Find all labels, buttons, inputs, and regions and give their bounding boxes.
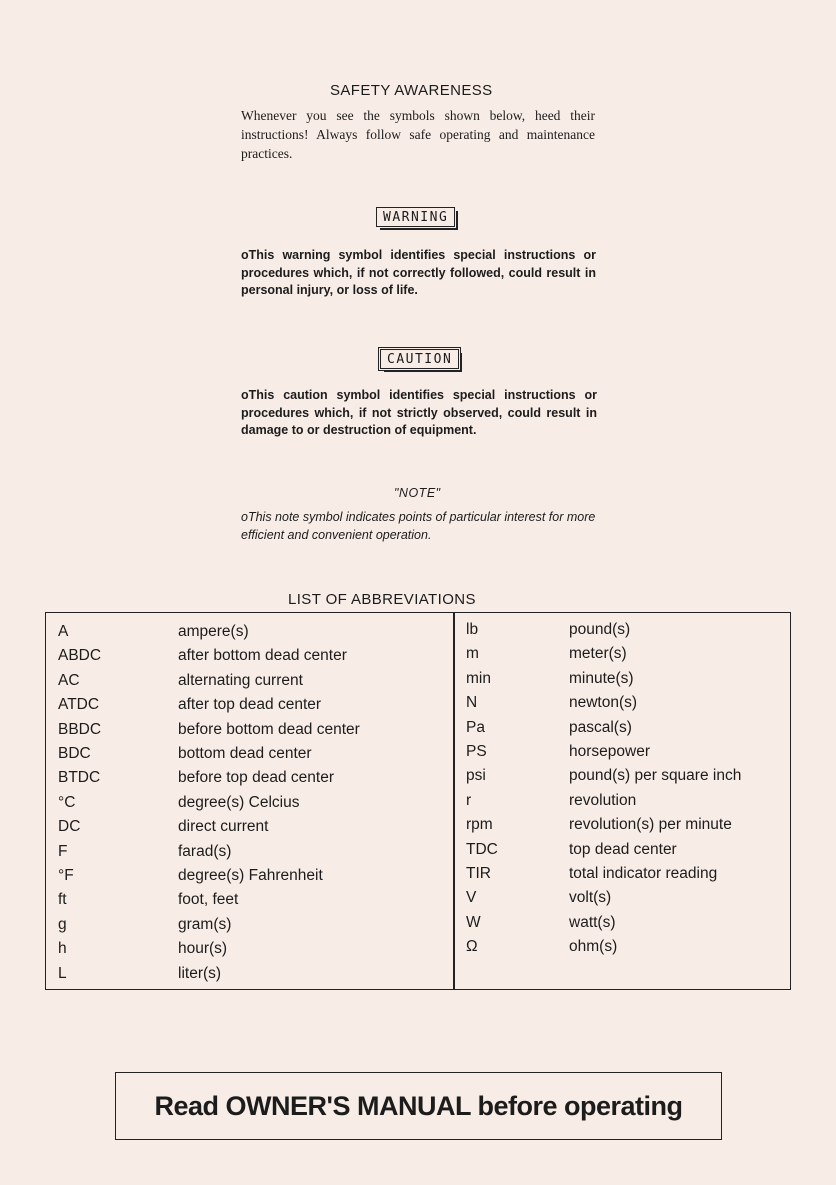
abbreviation-term: W: [466, 914, 481, 931]
abbreviation-term: N: [466, 694, 478, 711]
abbreviation-term: Ω: [466, 938, 478, 955]
abbreviation-term: L: [58, 965, 67, 982]
abbreviation-meaning: ohm(s): [569, 938, 618, 955]
caution-symbol: CAUTION: [378, 347, 461, 371]
note-bullet: o: [241, 510, 248, 524]
abbreviation-term: Pa: [466, 719, 485, 736]
abbreviation-term: BDC: [58, 745, 91, 762]
abbreviation-term: g: [58, 916, 67, 933]
abbreviation-meaning: pound(s): [569, 621, 631, 638]
safety-intro: Whenever you see the symbols shown below, heed their instructions! Always follow safe operating and maintenance practices.: [241, 108, 595, 161]
abbreviation-meaning: alternating current: [178, 672, 303, 689]
abbreviation-meaning: ampere(s): [178, 623, 249, 640]
abbreviation-term: ABDC: [58, 647, 102, 664]
abbreviation-term: DC: [58, 818, 81, 835]
abbreviation-meaning: after bottom dead center: [178, 647, 347, 664]
abbreviation-meaning: newton(s): [569, 694, 638, 711]
abbreviation-meaning: hour(s): [178, 940, 228, 957]
abbreviation-term: V: [466, 889, 477, 906]
abbreviation-term: °F: [58, 867, 74, 884]
abbreviation-meaning: bottom dead center: [178, 745, 312, 762]
abbreviation-meaning: meter(s): [569, 645, 627, 662]
abbreviation-term: ft: [58, 891, 67, 908]
abbreviation-term: TIR: [466, 865, 491, 882]
abbreviation-term: min: [466, 670, 491, 687]
abbreviation-meaning: minute(s): [569, 670, 634, 687]
abbreviation-term: r: [466, 792, 472, 809]
caution-text: This caution symbol identifies special instructions or procedures which, if not strictly observed, could result in damage to or destruction of equipment.: [241, 388, 597, 437]
abbreviation-term: rpm: [466, 816, 493, 833]
abbreviation-term: AC: [58, 672, 80, 689]
abbreviation-term: A: [58, 623, 69, 640]
abbreviation-meaning: degree(s) Fahrenheit: [178, 867, 323, 884]
abbreviation-term: h: [58, 940, 67, 957]
read-manual-banner: Read OWNER'S MANUAL before operating: [115, 1072, 722, 1140]
caution-bullet: o: [241, 388, 249, 402]
abbreviation-meaning: watt(s): [569, 914, 616, 931]
abbreviation-meaning: farad(s): [178, 843, 232, 860]
table-divider: [453, 612, 455, 990]
note-symbol: "NOTE": [394, 486, 441, 500]
abbreviation-meaning: foot, feet: [178, 891, 239, 908]
abbreviation-meaning: before bottom dead center: [178, 721, 360, 738]
abbreviation-meaning: direct current: [178, 818, 269, 835]
abbreviation-meaning: horsepower: [569, 743, 650, 760]
warning-text: This warning symbol identifies special instructions or procedures which, if not correctly followed, could result in personal injury, or loss of life.: [241, 248, 596, 297]
abbreviation-meaning: total indicator reading: [569, 865, 718, 882]
abbreviation-meaning: gram(s): [178, 916, 232, 933]
abbreviations-title: LIST OF ABBREVIATIONS: [288, 591, 476, 608]
abbreviation-term: psi: [466, 767, 486, 784]
abbreviation-term: BTDC: [58, 769, 101, 786]
note-description: [241, 509, 606, 544]
abbreviation-term: TDC: [466, 841, 498, 858]
abbreviation-meaning: before top dead center: [178, 769, 334, 786]
warning-bullet: o: [241, 248, 249, 262]
note-text: This note symbol indicates points of particular interest for more efficient and convenient operation.: [241, 510, 596, 542]
abbreviation-meaning: revolution(s) per minute: [569, 816, 732, 833]
abbreviation-term: lb: [466, 621, 479, 638]
abbreviation-term: m: [466, 645, 479, 662]
caution-description: [241, 387, 597, 440]
safety-title: SAFETY AWARENESS: [330, 82, 493, 99]
abbreviation-term: PS: [466, 743, 487, 760]
abbreviation-term: ATDC: [58, 696, 100, 713]
abbreviation-term: F: [58, 843, 68, 860]
abbreviation-term: °C: [58, 794, 76, 811]
warning-symbol: WARNING: [376, 207, 455, 227]
abbreviation-meaning: degree(s) Celcius: [178, 794, 300, 811]
abbreviation-meaning: pound(s) per square inch: [569, 767, 742, 784]
abbreviation-meaning: top dead center: [569, 841, 677, 858]
abbreviation-term: BBDC: [58, 721, 102, 738]
abbreviation-meaning: revolution: [569, 792, 637, 809]
abbreviation-meaning: pascal(s): [569, 719, 632, 736]
abbreviations-table: [45, 612, 791, 990]
abbreviation-meaning: volt(s): [569, 889, 612, 906]
warning-description: [241, 247, 596, 300]
abbreviation-meaning: after top dead center: [178, 696, 322, 713]
abbreviation-meaning: liter(s): [178, 965, 222, 982]
